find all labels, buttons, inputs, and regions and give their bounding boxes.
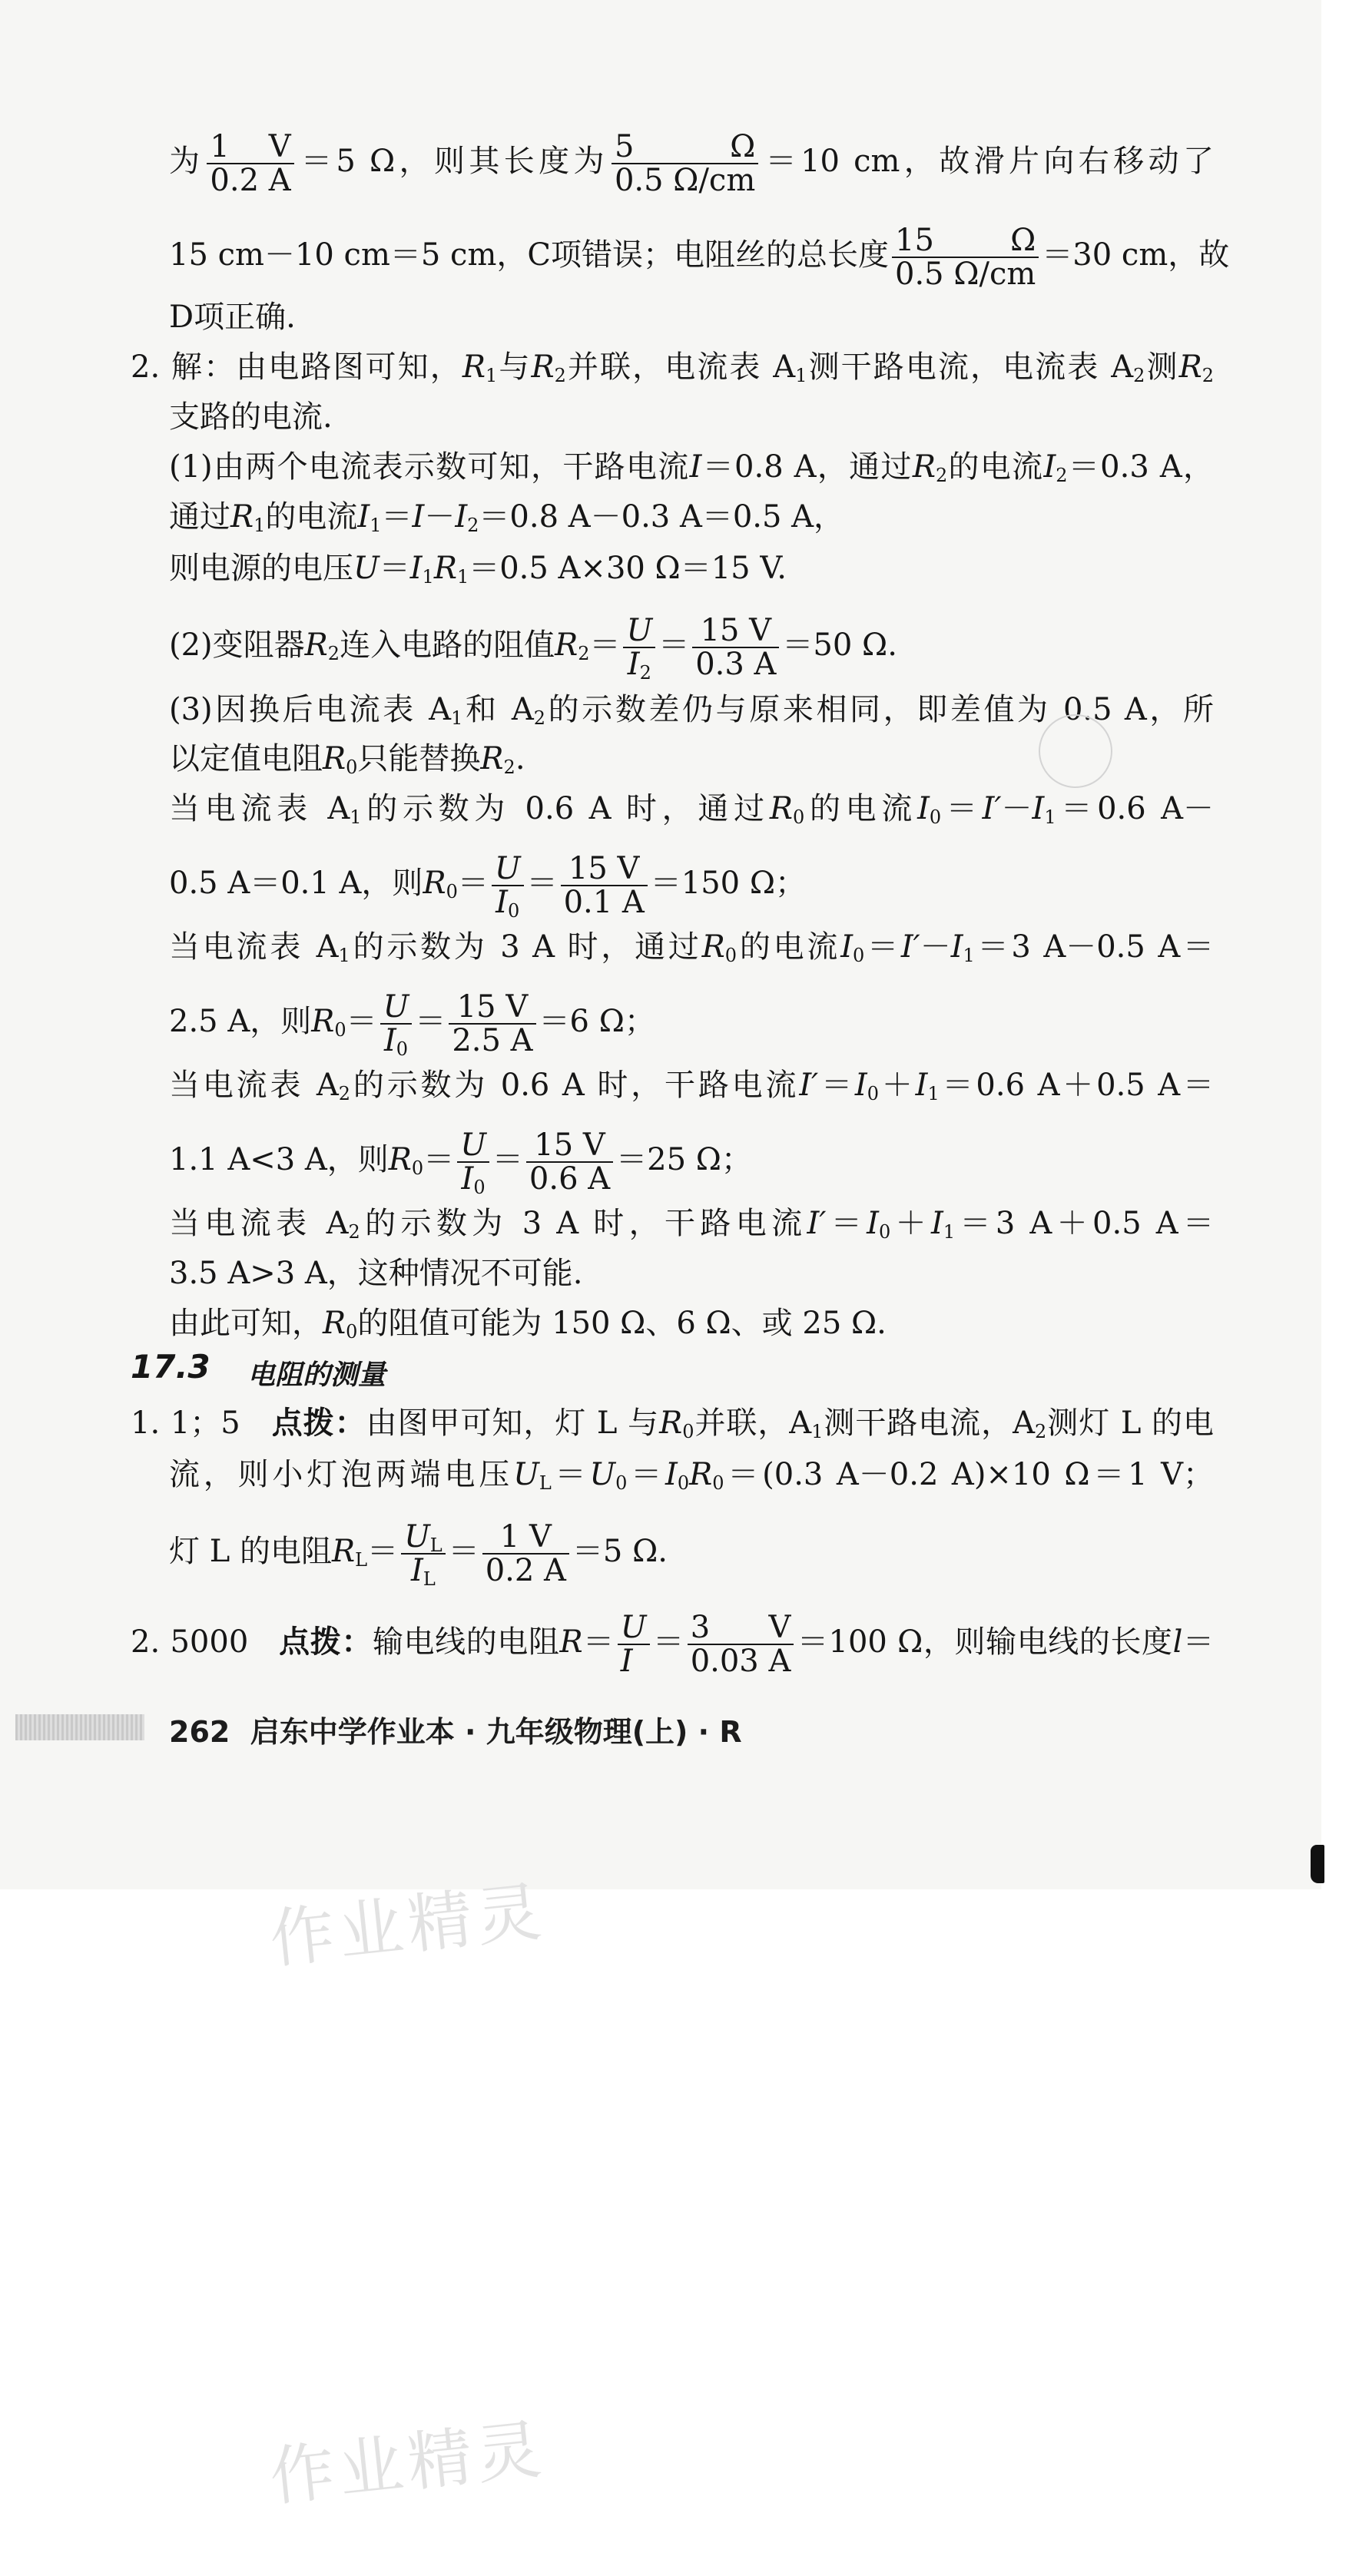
text-line: 支路的电流. [169,399,333,435]
text-line: 则电源的电压$U=I_1R_1=0.5$ A×30 Ω＝15 V. [169,551,787,588]
text-line: 3.5 A>3 A，这种情况不可能. [169,1256,583,1291]
text-line: 流，则小灯泡两端电压$U_L=U_0=I_0R_0=(0.3$ A－0.2 A)×10 Ω＝1 V； [169,1457,1215,1494]
text-line: 2.5 A，则$R_0=$ $\frac{U}{I_0}$ ＝ $\frac{15 V}{2.5 A}$ ＝6 Ω； [169,989,655,1060]
fraction: $\frac{U}{I_0}$ [380,991,413,1057]
fraction: $\frac{3 V}{0.03 A}$ [688,1611,794,1677]
text-line: 由此可知，$R_0$的阻值可能为 150 Ω、6 Ω、或 25 Ω. [169,1306,887,1343]
text-line: 当电流表 $A_1$的示数为 3 A 时，通过$R_0$的电流$I_0=I'-I_1=3$ A－0.5 A＝ [169,929,1214,966]
text-line: 通过$R_1$的电流$I_1=I-I_2=0.8$ A－0.3 A＝0.5 A， [169,499,845,536]
fraction: $\frac{U}{I_0}$ [457,1129,489,1195]
faint-stamp-mark [1039,714,1112,788]
text-line: 当电流表 $A_2$的示数为 0.6 A 时，干路电流$I'=I_0+I_1=0.6$ A＋0.5 A＝ [169,1068,1215,1104]
footer-decoration-bar [15,1714,144,1740]
fraction: $\frac{U}{I_0}$ [492,853,524,919]
fraction: $\frac{1 V}{0.2 A}$ [482,1521,569,1587]
text-line: D项正确. [169,300,296,335]
page-edge-mark [1311,1845,1324,1883]
text-line: 为 $\frac{1 V}{0.2 A}$ ＝5 Ω，则其长度为 $\frac{5 \Omega}{0.5 \Omega/cm}$ ＝10 cm，故滑片向右移动了 [169,129,1215,198]
page-footer [169,1708,742,1750]
fraction: $\frac{U}{I}$ [618,1611,650,1677]
section-number: 17.3 [131,1348,210,1386]
book-title: 启东中学作业本 · 九年级物理(上) · R [250,1715,742,1749]
text-line: 15 cm－10 cm＝5 cm，C项错误；电阻丝的总长度 $\frac{15 \Omega}{0.5 \Omega/cm}$ ＝30 cm，故 [169,223,1230,292]
text-line: 2. 5000 点拨：输电线的电阻R＝ $\frac{U}{I}$ ＝ $\frac{3 V}{0.03 A}$ ＝100 Ω，则输电线的长度l＝ [131,1610,1215,1679]
page-number: 262 [169,1715,230,1749]
fraction: $\frac{1 V}{0.2 A}$ [207,131,293,197]
text-line: (2)变阻器$R_2$连入电路的阻值$R_2=$ $\frac{U}{I_2}$ ＝ $\frac{15 V}{0.3 A}$ ＝50 Ω. [169,613,897,684]
fraction: $\frac{15 V}{0.1 A}$ [561,853,648,919]
fraction: $\frac{15 V}{2.5 A}$ [449,991,535,1057]
fraction: $\frac{5 \Omega}{0.5 \Omega/cm}$ [612,131,758,197]
watermark: 作业精灵 [266,2411,549,2515]
text-line: (3)因换后电流表 $A_1$和 $A_2$的示数差仍与原来相同，即差值为 0.5 A，所 [169,692,1214,729]
section-title: 电阻的测量 [247,1359,386,1391]
fraction: $\frac{U_L}{I_L}$ [401,1521,446,1587]
text-line: 1.1 A<3 A，则$R_0=$ $\frac{U}{I_0}$ ＝ $\frac{15 V}{0.6 A}$ ＝25 Ω； [169,1127,752,1198]
text-line: 以定值电阻$R_0$只能替换$R_2$. [169,741,525,778]
text-line: (1)由两个电流表示数可知，干路电流I＝0.8 A，通过$R_2$的电流$I_2=0.3$ A， [169,449,1215,486]
text-line: 1. 1；5 点拨：由图甲可知，灯 L 与$R_0$并联，$A_1$测干路电流，$A_2$测灯 L 的电 [131,1406,1215,1442]
fraction: $\frac{15 V}{0.6 A}$ [526,1129,613,1195]
text-line: 当电流表 $A_2$的示数为 3 A 时，干路电流$I'=I_0+I_1=3$ A＋0.5 A＝ [169,1206,1215,1243]
question-2-intro: 2. 解：由电路图可知，$R_1$与$R_2$并联，电流表 $A_1$测干路电流，电流表 $A_2$测$R_2$ [131,349,1215,386]
fraction: $\frac{15 V}{0.3 A}$ [692,614,779,680]
text-line: 当电流表 $A_1$的示数为 0.6 A 时，通过$R_0$的电流$I_0=I'-I_1=0.6$ A－ [169,791,1215,828]
text-line: 0.5 A＝0.1 A，则$R_0=$ $\frac{U}{I_0}$ ＝ $\frac{15 V}{0.1 A}$ ＝150 Ω； [169,851,807,922]
text-line: 灯 L 的电阻$R_L=$ $\frac{U_L}{I_L}$ ＝ $\frac{1 V}{0.2 A}$ ＝5 Ω. [169,1519,668,1590]
watermark: 作业精灵 [266,1873,549,1978]
fraction: $\frac{15 \Omega}{0.5 \Omega/cm}$ [892,224,1039,290]
fraction: $\frac{U}{I_2}$ [623,614,655,680]
